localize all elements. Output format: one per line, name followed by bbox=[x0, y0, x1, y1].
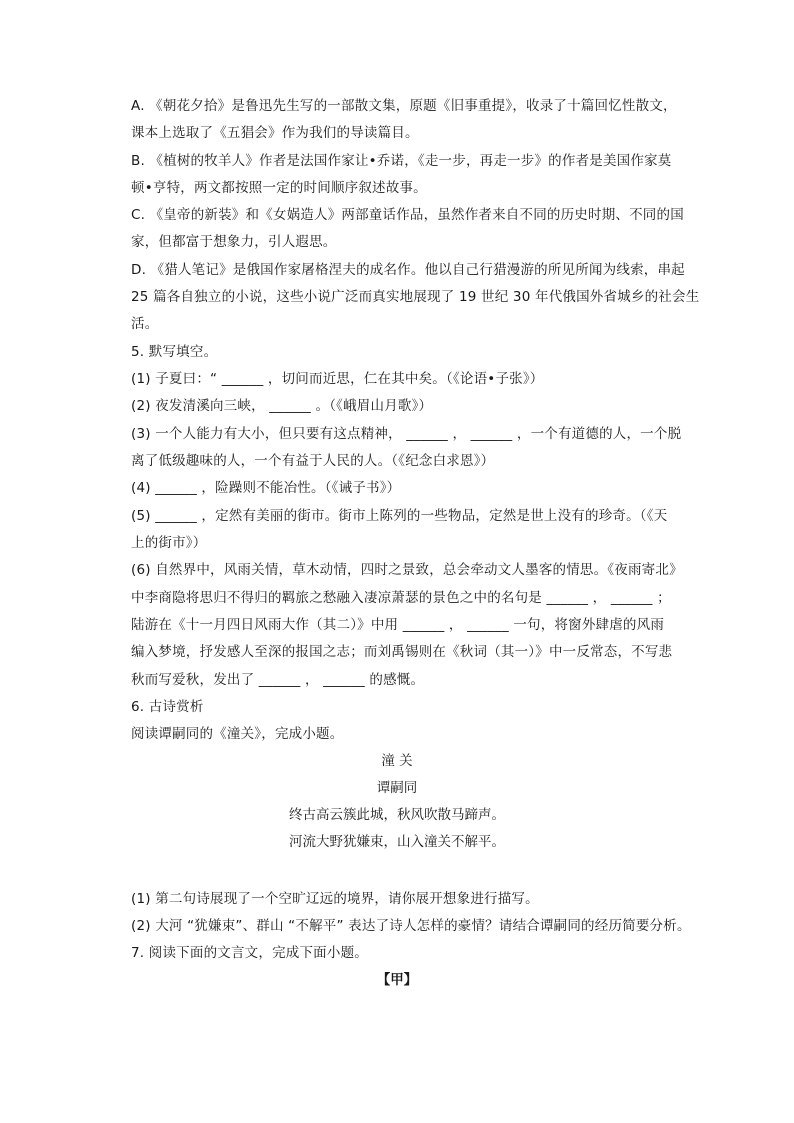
q5-item-2: (2) 夜发清溪向三峡， ______ 。（《峨眉山月歌》） bbox=[131, 398, 433, 414]
q6-subquestion-2: (2) 大河 “犹嫌束”、群山 “不解平” 表达了诗人怎样的豪情？请结合谭嗣同的经历简要分析。 bbox=[131, 918, 691, 934]
poem-author: 谭嗣同 bbox=[376, 780, 418, 796]
poem-line-2: 河流大野犹嫌束，山入潼关不解平。 bbox=[289, 834, 505, 850]
q6-subquestion-1: (1) 第二句诗展现了一个空旷辽远的境界，请你展开想象进行描写。 bbox=[131, 891, 539, 907]
q5-item-3-line-2: 离了低级趣味的人，一个有益于人民的人。（《纪念白求恩》） bbox=[131, 453, 495, 469]
option-b-line-1: B. 《植树的牧羊人》作者是法国作家让•乔诺，《走一步，再走一步》的作者是美国作家莫 bbox=[131, 153, 672, 169]
option-a-line-2: 课本上选取了《五猖会》作为我们的导读篇目。 bbox=[131, 125, 419, 141]
q5-item-5-line-1: (5) ______ ，定然有美丽的街市。街市上陈列的一些物品，定然是世上没有的珍奇。（《天 bbox=[131, 508, 668, 524]
option-b-line-2: 顿•亨特，两文都按照一定的时间顺序叙述故事。 bbox=[131, 180, 427, 196]
q5-item-3-line-1: (3) 一个人能力有大小，但只要有这点精神， ______ ， ______ ，一个有道德的人，一个脱 bbox=[131, 426, 682, 442]
q5-item-6-line-5: 秋而写爱秋，发出了 ______ ， ______ 的感慨。 bbox=[131, 672, 425, 688]
q5-item-1: (1) 子夏曰：“ ______ ，切问而近思，仁在其中矣。（《论语•子张》） bbox=[131, 371, 544, 387]
question-7-title: 7. 阅读下面的文言文，完成下面小题。 bbox=[131, 945, 368, 961]
poem-title: 潼 关 bbox=[381, 753, 413, 769]
question-6-intro: 阅读谭嗣同的《潼关》，完成小题。 bbox=[131, 726, 344, 742]
section-heading-jia: 【甲】 bbox=[376, 972, 418, 988]
option-d-line-3: 活。 bbox=[131, 316, 159, 332]
option-c-line-1: C. 《皇帝的新装》和《女娲造人》两部童话作品，虽然作者来自不同的历史时期、不同的国 bbox=[131, 207, 684, 223]
q5-item-6-line-4: 编入梦境，抒发感人至深的报国之志；而刘禹锡则在《秋词（其一）》中一反常态，不写悲 bbox=[131, 644, 673, 660]
q5-item-4: (4) ______ ，险躁则不能冶性。（《诫子书》） bbox=[131, 480, 401, 496]
question-5-title: 5. 默写填空。 bbox=[131, 344, 218, 360]
q5-item-5-line-2: 上的街市》） bbox=[131, 535, 207, 551]
q5-item-6-line-2: 中李商隐将思归不得归的羁旅之愁融入凄凉萧瑟的景色之中的名句是 ______ ， ______ ； bbox=[131, 590, 671, 606]
option-a-line-1: A. 《朝花夕拾》是鲁迅先生写的一部散文集，原题《旧事重提》，收录了十篇回忆性散文， bbox=[131, 98, 677, 114]
q5-item-6-line-3: 陆游在《十一月四日风雨大作（其二）》中用 ______ ， ______ 一句，将窗外肆虐的风雨 bbox=[131, 617, 665, 633]
option-d-line-1: D. 《猎人笔记》是俄国作家屠格涅夫的成名作。他以自己行猎漫游的所见所闻为线索，串起 bbox=[131, 262, 685, 278]
question-6-title: 6. 古诗赏析 bbox=[131, 699, 204, 715]
poem-line-1: 终古高云簇此城，秋风吹散马蹄声。 bbox=[289, 807, 505, 823]
option-d-line-2: 25 篇各自独立的小说，这些小说广泛而真实地展现了 19 世纪 30 年代俄国外省城乡的社会生 bbox=[131, 289, 700, 305]
q5-item-6-line-1: (6) 自然界中，风雨关情，草木动情，四时之景致，总会牵动文人墨客的情思。《夜雨寄北》 bbox=[131, 562, 683, 578]
option-c-line-2: 家，但都富于想象力，引人遐思。 bbox=[131, 234, 337, 250]
